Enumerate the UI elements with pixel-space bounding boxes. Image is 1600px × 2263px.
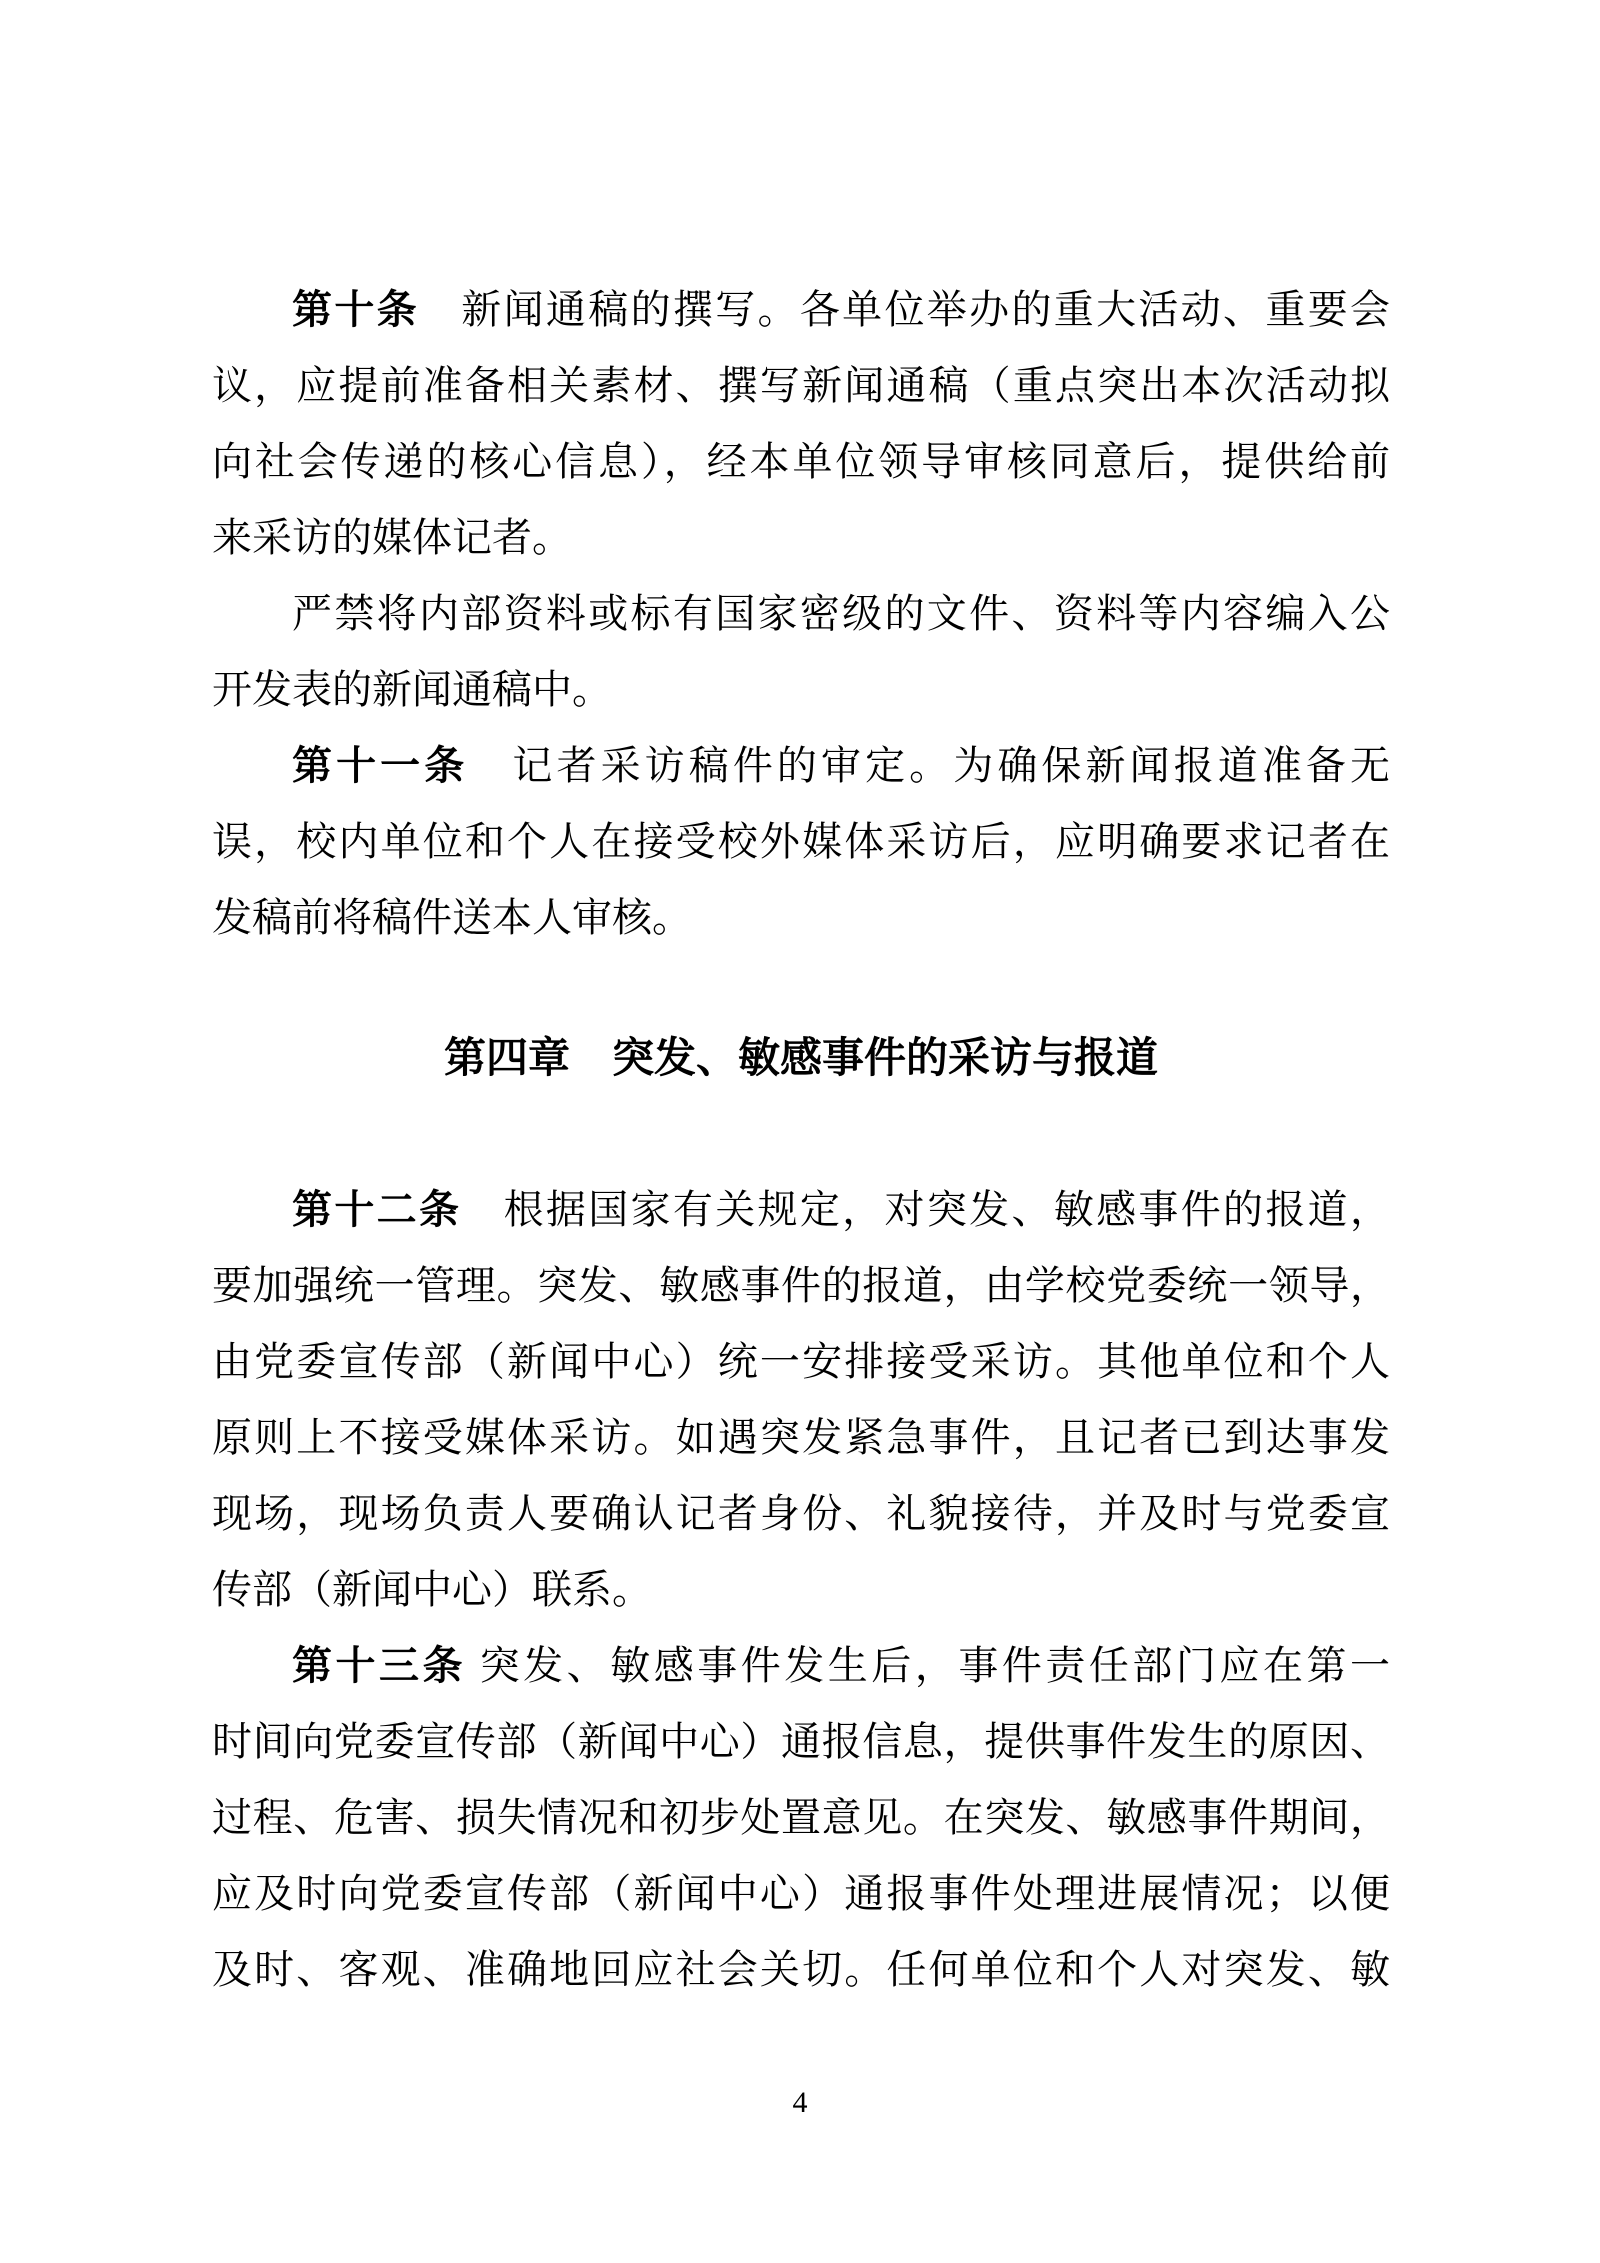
line-text: 开发表的新闻通稿中。	[212, 667, 612, 712]
text-line	[212, 500, 1390, 576]
line-text: 严禁将内部资料或标有国家密级的文件、资料等内容编入公	[292, 591, 1390, 636]
line-text: 新闻通稿的撰写。各单位举办的重大活动、重要会	[418, 287, 1391, 332]
line-text: 发稿前将稿件送本人审核。	[212, 895, 692, 940]
page-number: 4	[792, 2086, 808, 2119]
line-text: 根据国家有关规定，对突发、敏感事件的报道，	[461, 1187, 1391, 1232]
text-line	[212, 1628, 1390, 1704]
text-line	[212, 348, 1390, 424]
text-line	[212, 804, 1390, 880]
text-line	[212, 272, 1390, 348]
line-text: 现场，现场负责人要确认记者身份、礼貌接待，并及时与党委宣	[212, 1491, 1390, 1536]
text-line	[212, 1704, 1390, 1780]
line-text: 过程、危害、损失情况和初步处置意见。在突发、敏感事件期间，	[212, 1795, 1390, 1840]
document-body	[212, 272, 1390, 2008]
text-line	[212, 1248, 1390, 1324]
chapter-heading: 第四章 突发、敏感事件的采访与报道	[443, 1034, 1158, 1081]
line-text: 由党委宣传部（新闻中心）统一安排接受采访。其他单位和个人	[212, 1339, 1390, 1384]
text-line	[212, 1780, 1390, 1856]
text-line	[212, 1932, 1390, 2008]
text-line	[212, 728, 1390, 804]
text-line	[212, 1172, 1390, 1248]
text-line	[212, 652, 1390, 728]
line-text: 误，校内单位和个人在接受校外媒体采访后，应明确要求记者在	[212, 819, 1390, 864]
line-text: 要加强统一管理。突发、敏感事件的报道，由学校党委统一领导，	[212, 1263, 1390, 1308]
line-text: 来采访的媒体记者。	[212, 515, 572, 560]
text-line	[212, 1400, 1390, 1476]
line-text: 原则上不接受媒体采访。如遇突发紧急事件，且记者已到达事发	[212, 1415, 1390, 1460]
line-text: 向社会传递的核心信息），经本单位领导审核同意后，提供给前	[212, 439, 1390, 484]
text-line	[212, 424, 1390, 500]
article-label: 第十一条	[292, 744, 469, 788]
article-label: 第十三条	[292, 1644, 467, 1688]
text-line	[212, 1856, 1390, 1932]
article-label: 第十二条	[292, 1188, 462, 1232]
text-line	[212, 1476, 1390, 1552]
line-text: 传部（新闻中心）联系。	[212, 1567, 652, 1612]
text-line	[212, 1552, 1390, 1628]
article-label: 第十条	[292, 288, 419, 332]
text-line	[212, 576, 1390, 652]
line-text: 突发、敏感事件发生后，事件责任部门应在第一	[466, 1643, 1391, 1688]
line-text: 记者采访稿件的审定。为确保新闻报道准备无	[468, 743, 1391, 788]
text-line	[212, 880, 1390, 956]
text-line	[212, 1324, 1390, 1400]
line-text: 及时、客观、准确地回应社会关切。任何单位和个人对突发、敏	[212, 1947, 1390, 1992]
line-text: 应及时向党委宣传部（新闻中心）通报事件处理进展情况；以便	[212, 1871, 1390, 1916]
line-text: 时间向党委宣传部（新闻中心）通报信息，提供事件发生的原因、	[212, 1719, 1390, 1764]
line-text: 议，应提前准备相关素材、撰写新闻通稿（重点突出本次活动拟	[212, 363, 1390, 408]
